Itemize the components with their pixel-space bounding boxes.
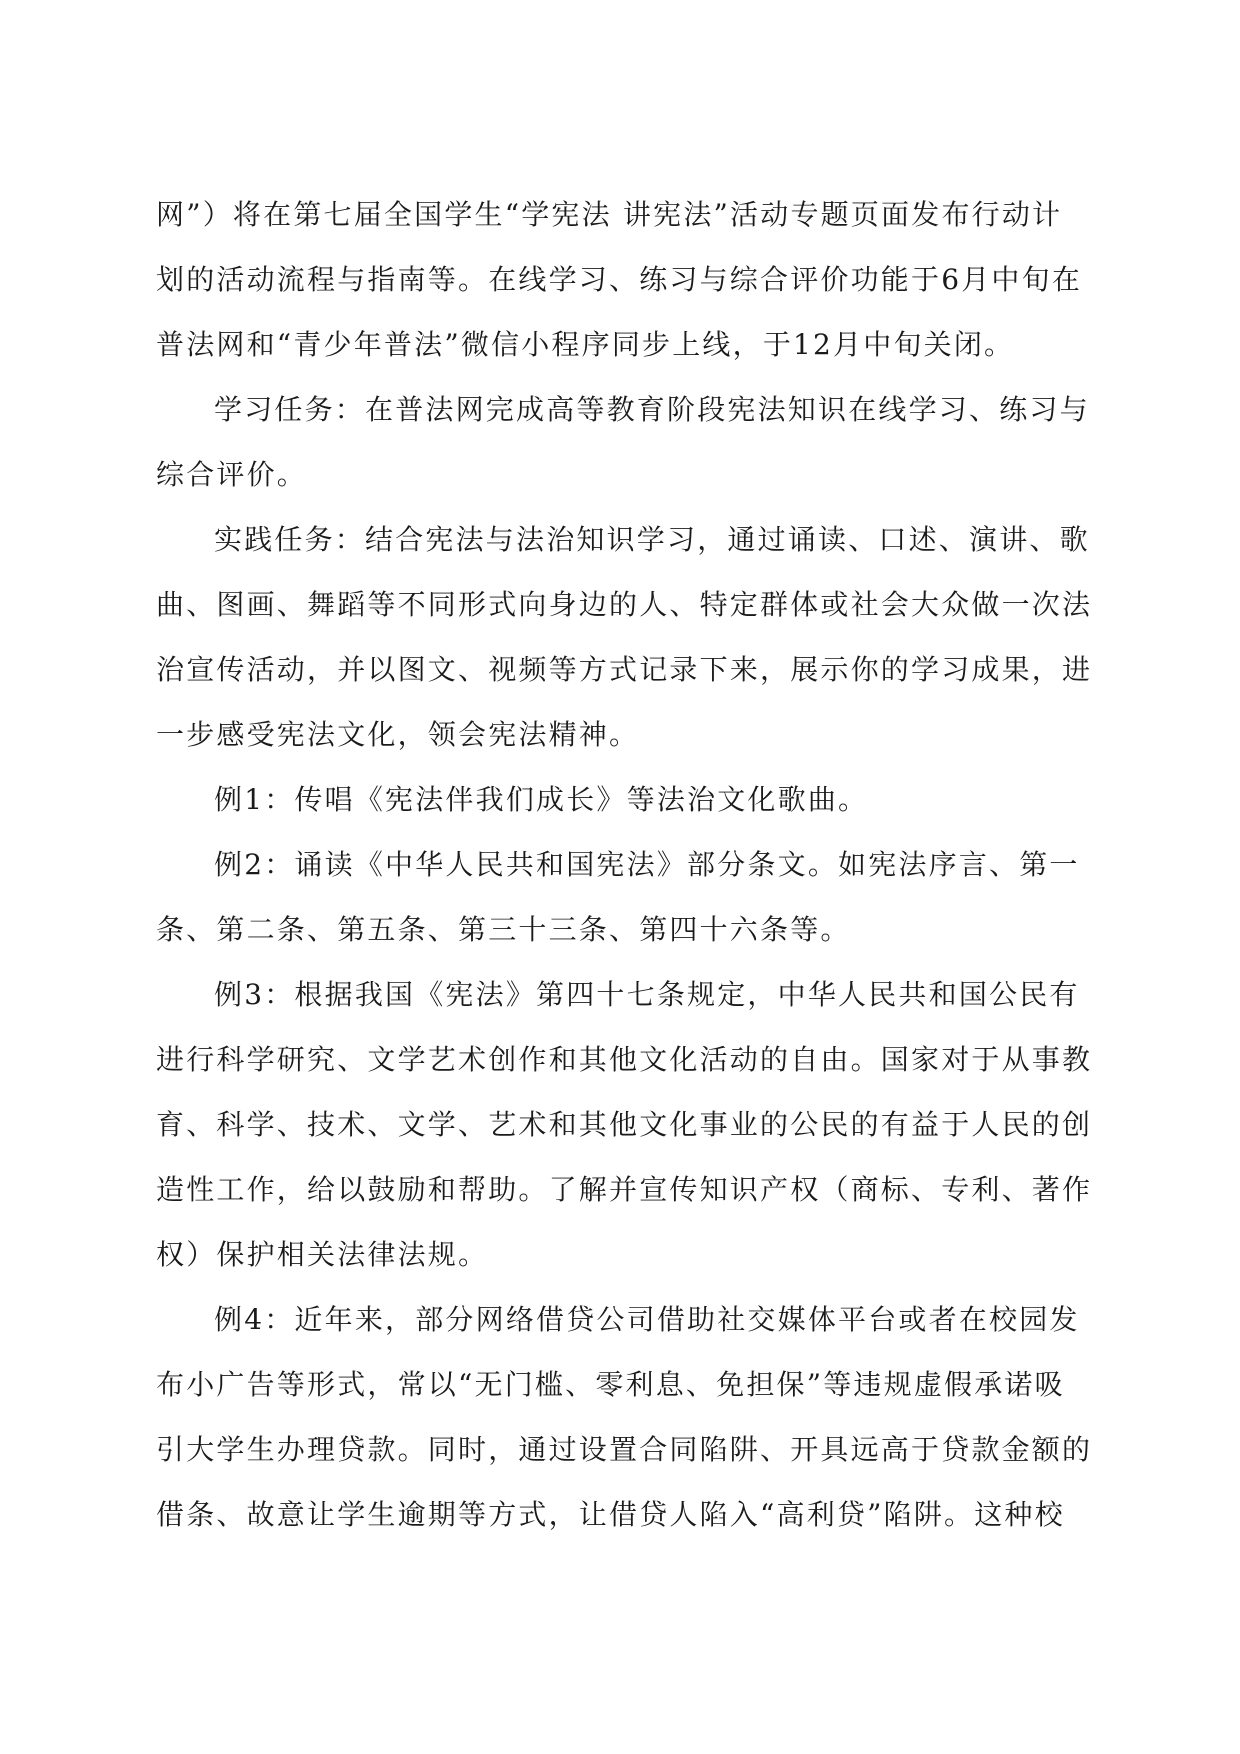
paragraph-first-line: 实践任务：结合宪法与法治知识学习，通过诵读、口述、演讲、歌 [214,523,1090,556]
text-line: 治宣传活动，并以图文、视频等方式记录下来，展示你的学习成果，进 [156,653,1093,686]
text-line: 划的活动流程与指南等。在线学习、练习与综合评价功能于6月中旬在 [156,263,1083,296]
text-line: 引大学生办理贷款。同时，通过设置合同陷阱、开具远高于贷款金额的 [156,1433,1093,1466]
paragraph-first-line: 学习任务：在普法网完成高等教育阶段宪法知识在线学习、练习与 [214,393,1090,426]
text-line: 进行科学研究、文学艺术创作和其他文化活动的自由。国家对于从事教 [156,1043,1093,1076]
text-line: 育、科学、技术、文学、艺术和其他文化事业的公民的有益于人民的创 [156,1108,1093,1141]
paragraph-first-line: 例3：根据我国《宪法》第四十七条规定，中华人民共和国公民有 [214,978,1080,1011]
text-line: 布小广告等形式，常以“无门槛、零利息、免担保”等违规虚假承诺吸 [156,1368,1065,1401]
document-body [156,182,1093,1547]
text-line: 借条、故意让学生逾期等方式，让借贷人陷入“高利贷”陷阱。这种校 [156,1498,1065,1531]
text-line: 一步感受宪法文化，领会宪法精神。 [156,718,640,751]
text-line: 权）保护相关法律法规。 [156,1238,489,1271]
text-line: 曲、图画、舞蹈等不同形式向身边的人、特定群体或社会大众做一次法 [156,588,1093,621]
text-line: 综合评价。 [156,458,308,491]
text-line: 网”）将在第七届全国学生“学宪法 讲宪法”活动专题页面发布行动计 [156,198,1063,231]
paragraph-first-line: 例2：诵读《中华人民共和国宪法》部分条文。如宪法序言、第一 [214,848,1080,881]
text-line: 造性工作，给以鼓励和帮助。了解并宣传知识产权（商标、专利、著作 [156,1173,1093,1206]
text-line: 条、第二条、第五条、第三十三条、第四十六条等。 [156,913,851,946]
paragraph-first-line: 例4：近年来，部分网络借贷公司借助社交媒体平台或者在校园发 [214,1303,1080,1336]
paragraph-first-line: 例1：传唱《宪法伴我们成长》等法治文化歌曲。 [214,783,869,816]
text-line: 普法网和“青少年普法”微信小程序同步上线，于12月中旬关闭。 [156,328,1015,361]
